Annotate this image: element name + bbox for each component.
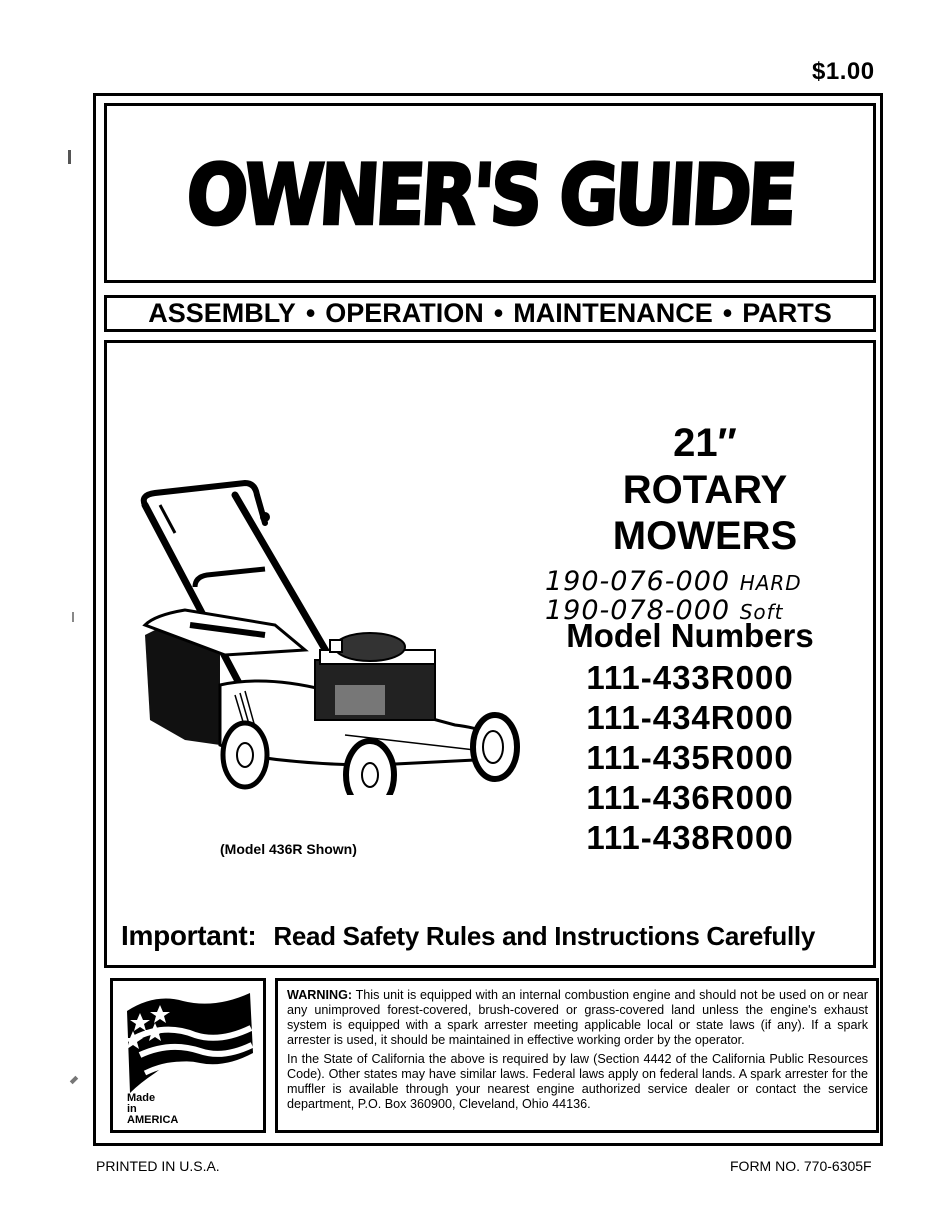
price-label: $1.00: [812, 58, 875, 85]
printed-in-label: PRINTED IN U.S.A.: [96, 1158, 220, 1174]
section-assembly: ASSEMBLY: [148, 298, 296, 328]
bullet-icon: •: [305, 298, 316, 328]
handwritten-note-1: [545, 566, 802, 597]
badge-line: Made: [127, 1092, 156, 1104]
badge-line: AMERICA: [127, 1114, 179, 1126]
bullet-icon: •: [722, 298, 733, 328]
page-title: OWNER'S GUIDE: [184, 146, 796, 244]
product-line-1: ROTARY: [622, 468, 788, 512]
handwritten-note-label: HARD: [739, 571, 802, 595]
model-number: 111-436R000: [586, 779, 794, 816]
model-list: [545, 658, 835, 858]
model-number: 111-434R000: [586, 699, 794, 736]
bullet-icon: •: [493, 298, 504, 328]
warning-box: [275, 978, 879, 1133]
model-numbers-heading: Model Numbers: [566, 617, 814, 654]
handwritten-part-number: 190-078-000: [545, 595, 731, 626]
model-number: 111-435R000: [586, 739, 794, 776]
made-in-america-badge: [110, 978, 266, 1133]
warning-label: WARNING:: [287, 988, 353, 1002]
scan-artifact: [68, 150, 71, 164]
form-number: FORM NO. 770-6305F: [730, 1158, 872, 1174]
warning-paragraph-2: In the State of California the above is required by law (Section 4442 of the California Public Resources Code). Other states may have similar laws. Federal laws apply on federal lands. A spark arrester for the muffler is available through your nearest engine authorized service dealer or contact the service department, P.O. Box 360900, Cleveland, Ohio 44136.: [287, 1052, 868, 1111]
product-line-2: MOWERS: [612, 514, 798, 558]
handwritten-part-number: 190-076-000: [545, 566, 731, 597]
model-number: 111-433R000: [586, 659, 794, 696]
scan-artifact: [72, 612, 74, 622]
lawn-mower-illustration: [125, 475, 535, 795]
illustration-caption: (Model 436R Shown): [220, 841, 357, 857]
section-maintenance: MAINTENANCE: [513, 298, 713, 328]
warning-text: This unit is equipped with an internal combustion engine and should not be used on or near any unimproved forest-covered, brush-covered or grass-covered land unless the engine's exhaust system is equipped with a spark arrester meeting applicable local or state laws (if any). If a spark arrester is used, it should be maintained in effective working order by the operator.: [287, 988, 868, 1047]
important-label: Important:: [121, 920, 257, 951]
section-operation: OPERATION: [325, 298, 484, 328]
scan-artifact: [70, 1076, 78, 1084]
important-notice: [121, 920, 815, 952]
warning-paragraph-1: [287, 988, 868, 1048]
mower-size: 21″: [673, 421, 737, 465]
handwritten-note-label: Soft: [739, 600, 784, 624]
model-number: 111-438R000: [586, 819, 794, 856]
badge-line: in: [127, 1103, 137, 1115]
section-banner: [104, 295, 876, 332]
section-parts: PARTS: [742, 298, 832, 328]
made-in-america-label: [127, 1093, 178, 1126]
title-box: [104, 103, 876, 283]
important-text: Read Safety Rules and Instructions Carefully: [273, 921, 815, 951]
american-flag-icon: [115, 983, 265, 1093]
